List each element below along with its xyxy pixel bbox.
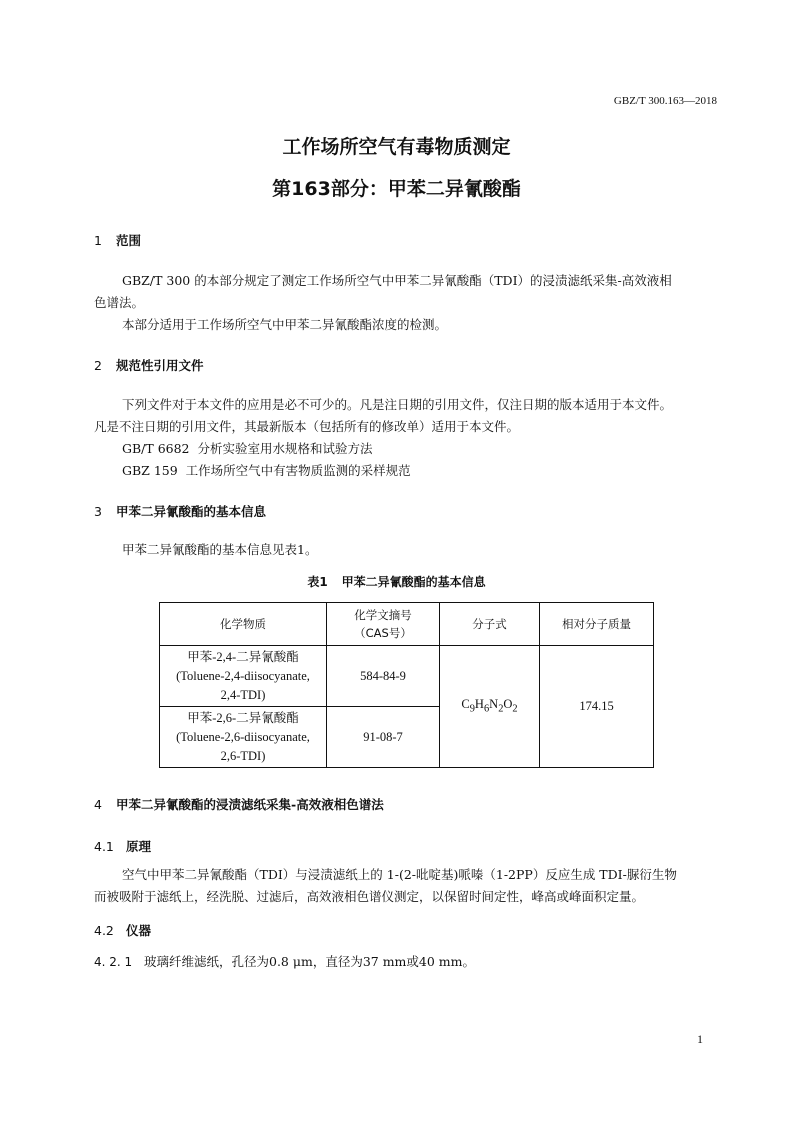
reference-item: GB/T 6682 分析实验室用水规格和试验方法 <box>122 441 373 456</box>
header-cas-line: （CAS号） <box>354 626 412 640</box>
formula-element: N <box>489 696 499 711</box>
header-formula: 分子式 <box>440 603 540 646</box>
substance-line: 2,6-TDI) <box>220 748 266 763</box>
standard-code: GBZ/T 300.163—2018 <box>613 95 717 107</box>
section-4-heading <box>94 795 384 813</box>
formula-element: O <box>503 696 513 711</box>
formula-element: C <box>461 696 470 711</box>
section-title: 规范性引用文件 <box>116 358 204 373</box>
document-title: 工作场所空气有毒物质测定 <box>282 136 511 158</box>
paragraph-line: 下列文件对于本文件的应用是必不可少的。凡是注日期的引用文件，仅注日期的版本适用于本文件。 <box>122 397 673 412</box>
cas-cell: 91-08-7 <box>327 707 440 768</box>
formula-count: 9 <box>469 703 475 715</box>
paragraph-line: 甲苯二异氰酸酯的基本信息见表1。 <box>122 542 318 557</box>
mass-cell: 174.15 <box>540 646 654 768</box>
page-number: 1 <box>697 1032 703 1046</box>
section-title: 甲苯二异氰酸酯的基本信息 <box>116 504 267 519</box>
document-subtitle: 第163部分：甲苯二异氰酸酯 <box>272 178 521 200</box>
section-number: 2 <box>94 358 102 373</box>
item-text: 玻璃纤维滤纸，孔径为0.8 μm，直径为37 mm或40 mm。 <box>144 954 476 969</box>
item-4-2-1 <box>94 951 475 973</box>
section-number: 4 <box>94 797 102 812</box>
formula-count: 6 <box>483 703 490 715</box>
table-number: 表1 <box>307 575 328 589</box>
subsection-4-1-paragraph <box>94 864 718 908</box>
item-number: 4. 2. 1 <box>94 955 133 969</box>
paragraph-line: 凡是不注日期的引用文件，其最新版本（包括所有的修改单）适用于本文件。 <box>94 419 520 434</box>
paragraph-line: GBZ/T 300 的本部分规定了测定工作场所空气中甲苯二异氰酸酯（TDI）的浸渍滤纸采集-高效液相 <box>122 273 672 288</box>
paragraph-line: 而被吸附于滤纸上，经洗脱、过滤后，高效液相色谱仪测定，以保留时间定性，峰高或峰面积定量。 <box>94 889 645 904</box>
section-2-heading <box>94 356 204 374</box>
formula-element: H <box>474 696 484 711</box>
header-mass: 相对分子质量 <box>540 603 654 646</box>
substance-line: (Toluene-2,6-diisocyanate, <box>176 729 310 744</box>
paragraph-line: 空气中甲苯二异氰酸酯（TDI）与浸渍滤纸上的 1-(2-吡啶基)哌嗪（1-2PP）反应生成 TDI-脲衍生物 <box>122 867 677 882</box>
paragraph-line: 色谱法。 <box>94 295 145 310</box>
subsection-title: 仪器 <box>126 923 152 938</box>
paragraph-line: 本部分适用于工作场所空气中甲苯二异氰酸酯浓度的检测。 <box>122 317 448 332</box>
substance-cell <box>160 707 327 768</box>
reference-item: GBZ 159 工作场所空气中有害物质监测的采样规范 <box>122 463 411 478</box>
basic-info-table <box>159 602 654 768</box>
substance-cell <box>160 646 327 707</box>
section-number: 1 <box>94 233 102 248</box>
section-3-paragraph <box>94 539 718 561</box>
formula-count: 2 <box>512 703 518 715</box>
table-header-row <box>160 603 654 646</box>
subsection-number: 4.1 <box>94 839 114 854</box>
subsection-4-2-heading <box>94 921 151 939</box>
subsection-number: 4.2 <box>94 923 114 938</box>
section-2-paragraph <box>94 394 718 482</box>
formula-count: 2 <box>498 703 504 715</box>
table-row <box>160 646 654 707</box>
section-title: 甲苯二异氰酸酯的浸渍滤纸采集-高效液相色谱法 <box>116 797 384 812</box>
substance-line: 甲苯-2,6-二异氰酸酯 <box>187 710 299 725</box>
formula-cell <box>440 646 540 768</box>
header-substance: 化学物质 <box>160 603 327 646</box>
section-title: 范围 <box>116 233 142 248</box>
subsection-4-1-heading <box>94 837 151 855</box>
header-cas <box>327 603 440 646</box>
section-3-heading <box>94 502 266 520</box>
substance-line: 甲苯-2,4-二异氰酸酯 <box>187 649 299 664</box>
header-cas-line: 化学文摘号 <box>354 608 412 622</box>
substance-line: 2,4-TDI) <box>220 687 266 702</box>
section-1-heading <box>94 231 141 249</box>
substance-line: (Toluene-2,4-diisocyanate, <box>176 668 310 683</box>
subsection-title: 原理 <box>126 839 152 854</box>
cas-cell: 584-84-9 <box>327 646 440 707</box>
table-title: 甲苯二异氰酸酯的基本信息 <box>341 575 486 589</box>
section-1-paragraph <box>94 270 718 336</box>
section-number: 3 <box>94 504 102 519</box>
table-caption <box>0 573 793 590</box>
